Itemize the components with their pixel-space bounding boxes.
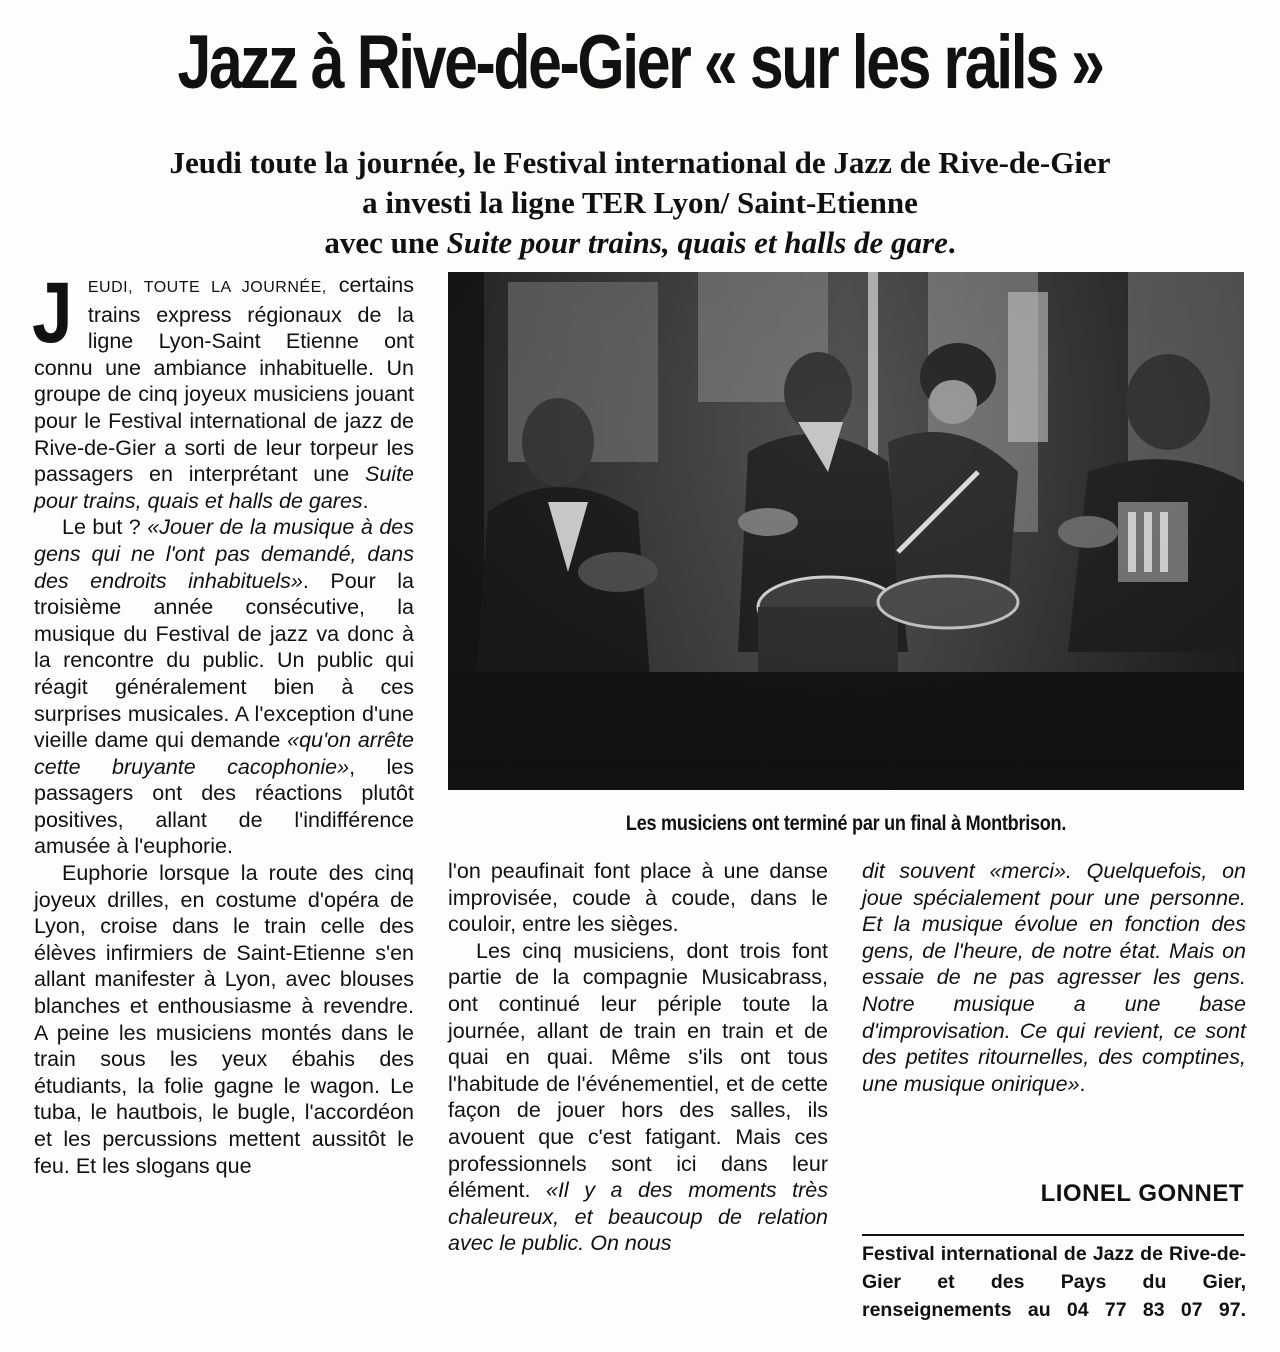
column-3-end: . xyxy=(1079,1071,1086,1096)
column-1-paragraph-3: Euphorie lorsque la route des cinq joyeux drilles, en costume d'opéra de Lyon, croise dans le train celle des élèves infirmiers de Saint-Etienne s'en allant manifester à Lyon, avec blouses blanches et enthousiasme à revendre. A peine les musiciens montés dans le train sous les yeux ébahis des étudiants, la folie gagne le wagon. Le tuba, le hautbois, le bugle, l'accordéon et les percussions mettent aussitôt le feu. Et les slogans que xyxy=(34,861,414,1178)
photo-caption: Les musiciens ont terminé par un final à Montbrison. xyxy=(625,812,1067,835)
author-signature: LIONEL GONNET xyxy=(1040,1180,1244,1207)
article-column-2 xyxy=(448,858,828,1257)
column-1-text-d: , les passagers ont des réactions plutôt positives, allant de l'indifférence amusée à l'euphorie. xyxy=(34,754,414,859)
info-box-rule xyxy=(862,1234,1244,1236)
headline: Jazz à Rive-de-Gier « sur les rails » xyxy=(177,20,1103,105)
drop-cap: J xyxy=(32,265,73,361)
column-1-text-a-end: . xyxy=(362,488,369,513)
column-2-paragraph-1: l'on peaufinait font place à une danse improvisée, coude à coude, dans le couloir, entre les sièges. xyxy=(448,859,828,937)
article-column-1 xyxy=(32,265,415,1179)
column-1-text-b: Le but ? xyxy=(62,515,148,540)
deck-line-3-prefix: avec une xyxy=(324,225,447,260)
column-2-quote: «Il y a des moments très chaleureux, et beaucoup de relation avec le public. On nous xyxy=(448,1178,829,1256)
column-1-italic-a: Suite pour trains, quais et halls de gares xyxy=(34,462,414,513)
column-1-text-a: certains trains express régionaux de la ligne Lyon-Saint Etienne ont connu une ambiance inhabituelle. Un groupe de cinq joyeux musiciens jouant pour le Festival international de jazz de Rive-de-Gier a sorti de leur torpeur les passagers en interprétant une xyxy=(34,273,414,487)
article-column-3 xyxy=(862,858,1246,1097)
deck-line-3-suffix: . xyxy=(947,225,956,260)
deck-line-3-italic: Suite pour trains, quais et halls de gare xyxy=(446,225,948,260)
musicians-photo xyxy=(448,272,1244,790)
column-1-paragraph-2 xyxy=(34,514,414,860)
column-1-quote-1: «Jouer de la musique à des gens qui ne l'ont pas demandé, dans des endroits inhabituels» xyxy=(34,515,414,593)
column-2-paragraph-2 xyxy=(448,938,828,1257)
deck-line-1: Jeudi toute la journée, le Festival international de Jazz de Rive-de-Gier xyxy=(169,145,1111,180)
column-1-quote-2: «qu'on arrête cette bruyante cacophonie» xyxy=(34,728,415,779)
column-1-paragraph-1 xyxy=(32,265,414,514)
column-3-paragraph-1 xyxy=(862,858,1246,1097)
musicians-photo-illustration xyxy=(448,272,1244,790)
column-2-text: Les cinq musiciens, dont trois font partie de la compagnie Musicabrass, ont continué leur périple toute la journée, allant de train en train et de quai en quai. Même s'ils ont tous l'habitude de l'événementiel, et de cette façon de jouer hors des salles, ils avouent que c'est fatigant. Mais ces professionnels sont ici dans leur élément. xyxy=(448,938,828,1203)
lead-smallcaps: EUDI, TOUTE LA JOURNÉE, xyxy=(87,279,327,296)
column-3-quote: dit souvent «merci». Quelquefois, on joue spécialement pour une personne. Et la musique évolue en fonction des gens, de l'heure, de notre état. Mais on essaie de ne pas agresser les gens. Notre musique a une base d'improvisation. Ce qui revient, ce sont des petites ritournelles, des comptines, une musique onirique» xyxy=(862,859,1246,1096)
deck-line-3 xyxy=(0,222,1280,264)
column-1-text-c: . Pour la troisième année consécutive, la musique du Festival de jazz va donc à la rencontre du public. Un public qui réagit généralement bien à ces surprises musicales. A l'exception d'une vieille dame qui demande xyxy=(34,568,414,753)
deck-line-2: a investi la ligne TER Lyon/ Saint-Etienne xyxy=(362,185,918,220)
festival-info-box: Festival international de Jazz de Rive-de-Gier et des Pays du Gier, renseignements au 04 77 83 07 97. xyxy=(862,1243,1246,1321)
